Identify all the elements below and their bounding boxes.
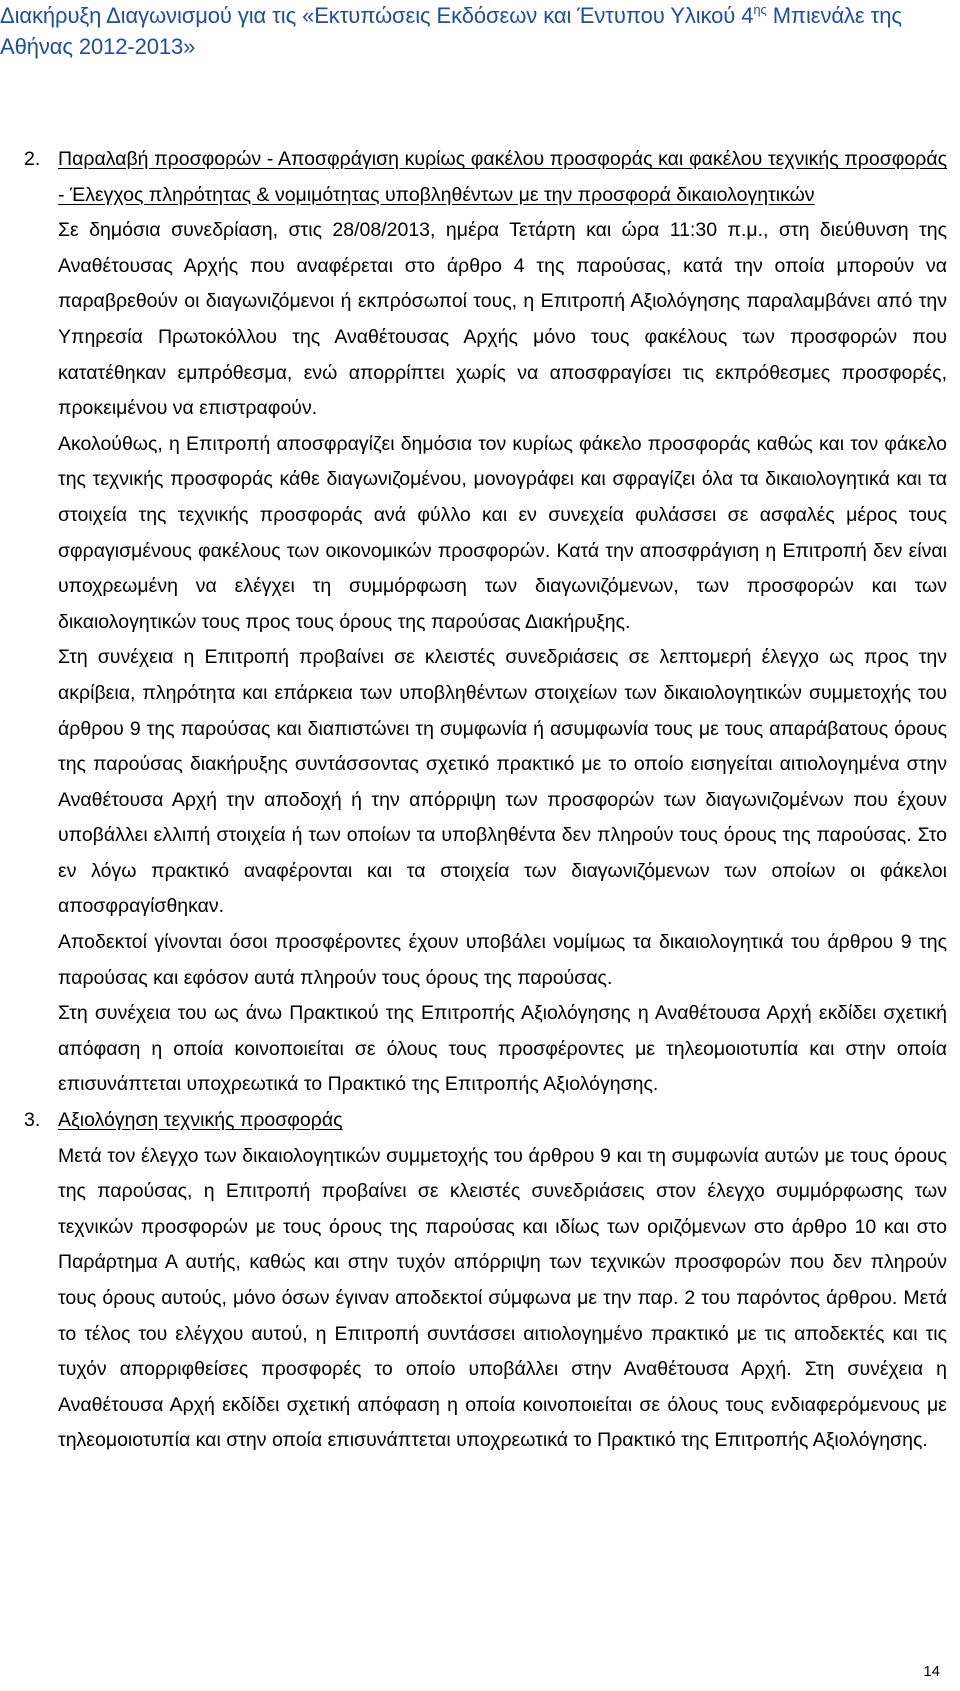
page-number: 14 <box>923 1663 940 1680</box>
section-2-paragraph: Στη συνέχεια του ως άνω Πρακτικού της Επιτροπής Αξιολόγησης η Αναθέτουσα Αρχή εκδίδει σχετική απόφαση η οποία κοινοποιείται σε όλους τους προσφέροντες με τηλεομοιοτυπία και στην οποία επισυνάπτεται υποχρεωτικά το Πρακτικό της Επιτροπής Αξιολόγησης. <box>58 1002 947 1096</box>
section-2-heading: Παραλαβή προσφορών - Αποσφράγιση κυρίως φακέλου προσφοράς και φακέλου τεχνικής προσφοράς - Έλεγχος πληρότητας & νομιμότητας υποβληθέντων με την προσφορά δικαιολογητικών <box>58 148 947 206</box>
document-body <box>24 142 947 1459</box>
header-title-superscript: ης <box>753 2 767 17</box>
section-2-number: 2. <box>24 148 41 170</box>
section-2-paragraph: Αποδεκτοί γίνονται όσοι προσφέροντες έχουν υποβάλει νομίμως τα δικαιολογητικά του άρθρου 9 της παρούσας και εφόσον αυτά πληρούν τους όρους της παρούσας. <box>58 931 947 989</box>
section-3-paragraph: Μετά τον έλεγχο των δικαιολογητικών συμμετοχής του άρθρου 9 και τη συμφωνία αυτών με τους όρους της παρούσας, η Επιτροπή προβαίνει σε κλειστές συνεδριάσεις στον έλεγχο συμμόρφωσης των τεχνικών προσφορών με τους όρους της παρούσας και ιδίως των οριζόμενων στο άρθρο 10 και στο Παράρτημα Α αυτής, καθώς και στην τυχόν απόρριψη των τεχνικών προσφορών που δεν πληρούν τους όρους αυτούς, μόνο όσων έγιναν αποδεκτοί σύμφωνα με την παρ. 2 του παρόντος άρθρου. Μετά το τέλος του ελέγχου αυτού, η Επιτροπή συντάσσει αιτιολογημένο πρακτικό με τις αποδεκτές και τις τυχόν απορριφθείσες προσφορές το οποίο υποβάλλει στην Αναθέτουσα Αρχή. Στη συνέχεια η Αναθέτουσα Αρχή εκδίδει σχετική απόφαση η οποία κοινοποιείται σε όλους τους ενδιαφερόμενους με τηλεομοιοτυπία και στην οποία επισυνάπτεται υποχρεωτικά το Πρακτικό της Επιτροπής Αξιολόγησης. <box>58 1144 947 1452</box>
section-2-paragraph: Σε δημόσια συνεδρίαση, στις 28/08/2013, ημέρα Τετάρτη και ώρα 11:30 π.μ., στη διεύθυνση της Αναθέτουσας Αρχής που αναφέρεται στο άρθρο 4 της παρούσας, κατά την οποία μπορούν να παραβρεθούν οι διαγωνιζόμενοι ή εκπρόσωποί τους, η Επιτροπή Αξιολόγησης παραλαμβάνει από την Υπηρεσία Πρωτοκόλλου της Αναθέτουσας Αρχής μόνο τους φακέλους των προσφορών που κατατέθηκαν εμπρόθεσμα, ενώ απορρίπτει χωρίς να αποσφραγίσει τις εκπρόθεσμες προσφορές, προκειμένου να επιστραφούν. <box>58 219 947 420</box>
header-title-line-2: Αθήνας 2012-2013» <box>0 34 196 59</box>
header-title-text: Διακήρυξη Διαγωνισμού για τις «Εκτυπώσεις Εκδόσεων και Έντυπου Υλικού 4 <box>0 3 754 28</box>
header-title-line-1 <box>0 0 960 31</box>
header-title-text-end: Μπιενάλε της <box>766 3 902 28</box>
section-3 <box>24 1103 947 1459</box>
section-2-paragraph: Ακολούθως, η Επιτροπή αποσφραγίζει δημόσια τον κυρίως φάκελο προσφοράς καθώς και τον φάκελο της τεχνικής προσφοράς κάθε διαγωνιζομένου, μονογράφει και σφραγίζει όλα τα δικαιολογητικά και τα στοιχεία της τεχνικής προσφοράς ανά φύλλο και εν συνεχεία φυλάσσει σε ασφαλές μέρος τους σφραγισμένους φακέλους των οικονομικών προσφορών. Κατά την αποσφράγιση η Επιτροπή δεν είναι υποχρεωμένη να ελέγχει τη συμμόρφωση των διαγωνιζόμενων, των προσφορών και των δικαιολογητικών τους προς τους όρους της παρούσας Διακήρυξης. <box>58 432 947 633</box>
section-2 <box>24 142 947 1103</box>
section-3-heading: Αξιολόγηση τεχνικής προσφοράς <box>58 1109 343 1132</box>
section-2-paragraph: Στη συνέχεια η Επιτροπή προβαίνει σε κλειστές συνεδριάσεις σε λεπτομερή έλεγχο ως προς την ακρίβεια, πληρότητα και επάρκεια των υποβληθέντων στοιχείων των δικαιολογητικών συμμετοχής του άρθρου 9 της παρούσας και διαπιστώνει τη συμφωνία ή ασυμφωνία τους με τους απαράβατους όρους της παρούσας διακήρυξης συντάσσοντας σχετικό πρακτικό με το οποίο εισηγείται αιτιολογημένα στην Αναθέτουσα Αρχή την αποδοχή ή την απόρριψη των προσφορών των διαγωνιζομένων που έχουν υποβάλλει ελλιπή στοιχεία ή των οποίων τα υποβληθέντα δεν πληρούν τους όρους της παρούσας. Στο εν λόγω πρακτικό αναφέρονται και τα στοιχεία των διαγωνιζόμενων των οποίων οι φάκελοι αποσφραγίσθηκαν. <box>58 646 947 918</box>
document-header <box>0 0 960 62</box>
section-3-number: 3. <box>24 1109 41 1132</box>
